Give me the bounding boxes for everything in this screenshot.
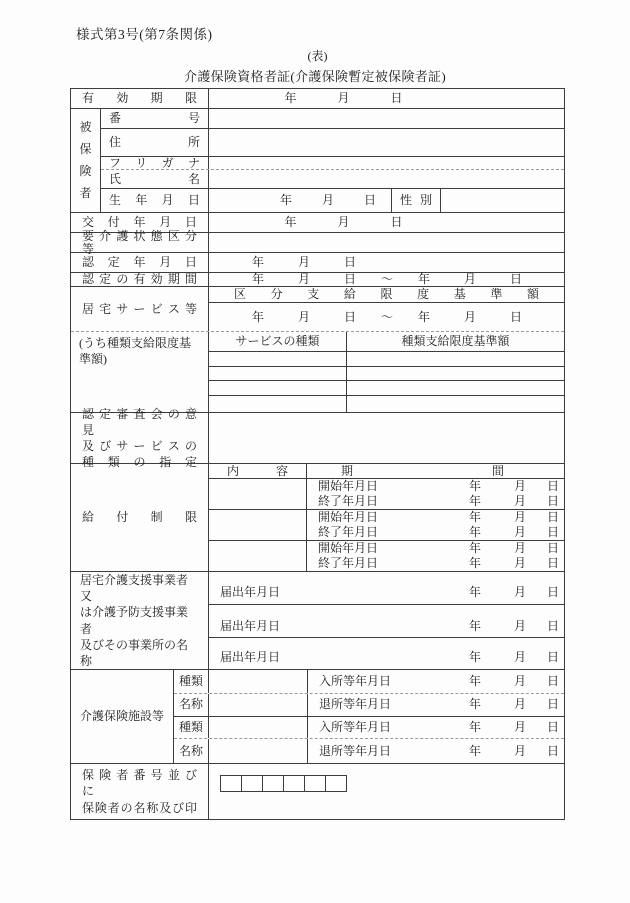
insured-vertical-label <box>71 109 101 212</box>
facility-type-label: 種類 <box>178 674 203 689</box>
month-label: 月 <box>513 720 526 735</box>
valid-until-label-cell <box>71 89 209 108</box>
certification-period-label: 認 定 の 有 効 期 間 <box>82 272 197 287</box>
benefit-content-header-cell <box>209 464 307 478</box>
type-limit-label-line2: 準額) <box>79 352 107 367</box>
row-valid-until <box>71 89 564 109</box>
year-label: 年 <box>251 255 264 270</box>
facility-admission-cell <box>308 717 564 739</box>
agency-label-line3: 及びその事業所の名称 <box>80 637 189 668</box>
facility-admission-row <box>308 720 564 735</box>
issue-date <box>209 216 564 229</box>
end-date-label: 終了年月日 <box>318 525 379 540</box>
committee-label-line1: 認 定 審 査 会 の 意 見 <box>82 406 197 437</box>
month-label: 月 <box>321 193 334 208</box>
certification-period-value <box>209 273 564 286</box>
row-insurance-facility <box>71 670 564 764</box>
insurer-number-box <box>241 775 263 792</box>
facility-type-label-cell <box>174 670 209 693</box>
committee-opinion-label-cell <box>71 406 209 470</box>
month-label: 月 <box>513 494 526 509</box>
benefit-end-row <box>307 494 564 509</box>
year-label: 年 <box>468 674 481 689</box>
insured-birth-date <box>209 194 391 207</box>
benefit-period-header-cell <box>307 464 564 478</box>
issue-date-value <box>209 213 564 232</box>
day-label: 日 <box>343 272 356 287</box>
insurer-number-boxes <box>220 775 564 792</box>
day-label: 日 <box>343 255 356 270</box>
support-agency-content <box>209 572 564 669</box>
facility-type-value <box>209 670 308 693</box>
row-insured-block <box>71 109 564 213</box>
month-label: 月 <box>513 525 526 540</box>
care-level-label-cell <box>71 228 209 256</box>
row-insurer <box>71 764 564 819</box>
facility-admission-cell <box>308 670 564 693</box>
service-type-header: サービスの種類 <box>235 334 320 349</box>
insurer-number-box <box>304 775 326 792</box>
insured-rows <box>101 109 564 212</box>
facility-discharge-cell <box>308 694 564 716</box>
range-separator: ～ <box>380 272 393 287</box>
insured-address-label-cell <box>101 129 209 157</box>
year-label: 年 <box>468 556 481 571</box>
facility-label-cell <box>71 670 174 763</box>
facility-type-row <box>174 717 564 740</box>
insured-birth-label-cell <box>101 189 209 212</box>
insurer-number-box <box>283 775 305 792</box>
start-date-label: 開始年月日 <box>318 479 379 494</box>
benefit-start-row <box>307 541 564 556</box>
month-label: 月 <box>513 479 526 494</box>
facility-type-value <box>209 717 308 739</box>
day-label: 日 <box>546 584 559 599</box>
certification-period-label-cell <box>71 273 209 286</box>
month-label: 月 <box>297 255 310 270</box>
year-label: 年 <box>468 525 481 540</box>
benefit-period-cell <box>307 510 564 540</box>
service-type-header-cell <box>209 332 347 351</box>
facility-admission-row <box>308 674 564 689</box>
benefit-end-row <box>307 525 564 540</box>
insured-address-label: 住 所 <box>109 135 200 150</box>
valid-until-date <box>209 92 564 105</box>
month-label: 月 <box>513 618 526 633</box>
year-label: 年 <box>468 541 481 556</box>
day-label: 日 <box>390 91 403 106</box>
start-date-label: 開始年月日 <box>318 510 379 525</box>
home-service-content <box>209 287 564 331</box>
benefit-content-cell <box>209 510 307 540</box>
service-type-cell <box>209 367 347 381</box>
agency-entry-row <box>209 605 564 639</box>
year-label: 年 <box>251 309 264 324</box>
facility-name-label: 名称 <box>178 697 203 712</box>
certification-date-label-cell <box>71 253 209 272</box>
facility-name-label: 名称 <box>178 743 203 758</box>
certification-date-label: 認 定 年 月 日 <box>82 255 197 270</box>
agency-label-line1: 居宅介護支援事業者又 <box>80 572 189 604</box>
benefit-period-cell <box>307 541 564 571</box>
benefit-group-1 <box>209 479 564 510</box>
row-insured-furigana <box>101 157 564 170</box>
day-label: 日 <box>546 541 559 556</box>
insurer-label-cell <box>71 764 209 819</box>
insured-char-2: 保 <box>79 142 92 157</box>
day-label: 日 <box>546 650 559 665</box>
type-limit-label-line1: (うち種類支給限度基 <box>79 336 191 350</box>
facility-name-row <box>174 694 564 717</box>
form-table <box>70 88 565 820</box>
type-limit-amount-header-cell <box>347 332 564 351</box>
day-label: 日 <box>509 309 522 324</box>
agency-entry-row <box>209 638 564 669</box>
committee-label-line2: 及 び サ ー ビ ス の <box>82 439 197 453</box>
benefit-limitation-content <box>209 464 564 571</box>
valid-until-value <box>209 89 564 108</box>
month-label: 月 <box>463 309 476 324</box>
insurer-number-box <box>325 775 347 792</box>
day-label: 日 <box>546 494 559 509</box>
type-limit-empty-row <box>209 396 564 412</box>
year-label: 年 <box>279 193 292 208</box>
day-label: 日 <box>363 193 376 208</box>
insured-furigana-label-cell <box>101 157 209 169</box>
month-label: 月 <box>513 584 526 599</box>
notify-date-label: 届出年月日 <box>220 618 281 633</box>
insured-furigana-label: フ リ ガ ナ <box>109 156 200 171</box>
year-label: 年 <box>468 720 481 735</box>
insured-name-label-cell <box>101 170 209 188</box>
sex-label-cell <box>392 189 441 212</box>
discharge-date-label: 退所等年月日 <box>319 697 392 712</box>
benefit-group-2 <box>209 510 564 541</box>
year-label: 年 <box>468 618 481 633</box>
year-label: 年 <box>284 215 297 230</box>
agency-notify-row <box>209 618 564 633</box>
service-type-cell <box>209 381 347 395</box>
sex-value <box>441 189 564 212</box>
home-service-period-range <box>209 311 564 324</box>
facility-name-row <box>174 739 564 763</box>
type-limit-empty-row <box>209 352 564 367</box>
insurer-number-box <box>220 775 242 792</box>
service-type-cell <box>209 396 347 412</box>
facility-type-label: 種類 <box>178 720 203 735</box>
benefit-start-row <box>307 479 564 494</box>
home-service-limit-header: 区 分 支 給 限 度 基 準 額 <box>234 287 539 302</box>
home-service-label: 居 宅 サ ー ビ ス 等 <box>82 301 197 316</box>
facility-name-label-cell <box>174 739 209 763</box>
facility-name-value <box>209 694 308 716</box>
year-label: 年 <box>468 697 481 712</box>
row-insured-number <box>101 109 564 129</box>
certification-date-value <box>209 253 564 272</box>
start-date-label: 開始年月日 <box>318 541 379 556</box>
row-certification-date <box>71 253 564 273</box>
day-label: 日 <box>390 215 403 230</box>
service-type-cell <box>209 352 347 366</box>
benefit-content-cell <box>209 479 307 509</box>
committee-opinion-value <box>209 413 564 463</box>
year-label: 年 <box>468 650 481 665</box>
insured-furigana-value <box>209 157 564 169</box>
sex-label: 性 別 <box>400 193 432 208</box>
benefit-content-cell <box>209 541 307 571</box>
month-label: 月 <box>463 272 476 287</box>
month-label: 月 <box>513 650 526 665</box>
month-label: 月 <box>513 674 526 689</box>
month-label: 月 <box>513 743 526 758</box>
benefit-period-header <box>307 465 564 478</box>
year-label: 年 <box>468 479 481 494</box>
admission-date-label: 入所等年月日 <box>319 720 392 735</box>
valid-until-label: 有 効 期 限 <box>82 91 197 106</box>
insured-birth-label: 生 年 月 日 <box>109 193 200 208</box>
day-label: 日 <box>546 697 559 712</box>
care-level-label: 要 介 護 状 態 区 分 等 <box>82 228 197 256</box>
admission-date-label: 入所等年月日 <box>319 674 392 689</box>
day-label: 日 <box>509 272 522 287</box>
day-label: 日 <box>546 618 559 633</box>
home-service-label-cell <box>71 287 209 331</box>
notify-date-label: 届出年月日 <box>220 650 281 665</box>
row-insured-name <box>101 170 564 189</box>
insurer-content <box>209 764 564 819</box>
insured-number-label: 番 号 <box>109 111 200 126</box>
facility-discharge-cell <box>308 739 564 763</box>
type-limit-empty-row <box>209 381 564 396</box>
month-label: 月 <box>297 309 310 324</box>
type-limit-content <box>209 332 564 412</box>
form-number: 様式第3号(第7条関係) <box>76 27 213 42</box>
insured-number-value <box>209 109 564 128</box>
year-label: 年 <box>468 494 481 509</box>
facility-name-value <box>209 739 308 763</box>
home-service-limit-header-row <box>209 287 564 303</box>
year-label: 年 <box>251 272 264 287</box>
insured-name-label: 氏 名 <box>109 172 200 187</box>
insured-name-value <box>209 170 564 188</box>
facility-discharge-row <box>308 697 564 712</box>
insured-char-4: 者 <box>79 186 92 201</box>
month-label: 月 <box>513 556 526 571</box>
benefit-header-row <box>209 464 564 479</box>
month-label: 月 <box>513 541 526 556</box>
year-label: 年 <box>468 743 481 758</box>
discharge-date-label: 退所等年月日 <box>319 743 392 758</box>
care-level-value <box>209 233 564 252</box>
certification-period-range <box>209 273 564 286</box>
facility-content <box>174 670 564 763</box>
row-insured-birth <box>101 189 564 212</box>
insured-birth-value <box>209 189 392 212</box>
month-label: 月 <box>513 510 526 525</box>
range-separator: ～ <box>380 309 393 324</box>
amount-cell <box>347 396 564 412</box>
notify-date-label: 届出年月日 <box>220 584 281 599</box>
benefit-start-row <box>307 510 564 525</box>
issue-date-label: 交 付 年 月 日 <box>82 215 197 230</box>
facility-label: 介護保険施設等 <box>79 709 164 724</box>
day-label: 日 <box>546 720 559 735</box>
day-label: 日 <box>546 525 559 540</box>
day-label: 日 <box>546 556 559 571</box>
row-certification-period <box>71 273 564 287</box>
row-benefit-limitation <box>71 464 564 572</box>
row-home-service <box>71 287 564 332</box>
agency-notify-row <box>209 585 564 600</box>
facility-name-label-cell <box>174 694 209 716</box>
end-date-label: 終了年月日 <box>318 494 379 509</box>
end-date-label: 終了年月日 <box>318 556 379 571</box>
benefit-period-cell <box>307 479 564 509</box>
month-label: 月 <box>337 91 350 106</box>
type-limit-label-cell <box>71 332 209 412</box>
day-label: 日 <box>546 479 559 494</box>
agency-notify-row <box>209 650 564 665</box>
year-label: 年 <box>284 91 297 106</box>
insured-char-1: 被 <box>79 120 92 135</box>
month-label: 月 <box>337 215 350 230</box>
day-label: 日 <box>546 510 559 525</box>
benefit-limitation-label: 給 付 制 限 <box>82 510 197 525</box>
insured-char-3: 険 <box>79 164 92 179</box>
facility-type-row <box>174 670 564 694</box>
facility-type-label-cell <box>174 717 209 739</box>
page-title: 介護保険資格者証(介護保険暫定被保険者証) <box>184 69 446 84</box>
benefit-end-row <box>307 556 564 571</box>
insured-number-label-cell <box>101 109 209 128</box>
committee-label-line3: 種 類 の 指 定 <box>82 455 197 470</box>
year-label: 年 <box>468 584 481 599</box>
month-label: 月 <box>297 272 310 287</box>
period-header-left: 期 <box>341 463 421 478</box>
day-label: 日 <box>546 674 559 689</box>
benefit-limitation-label-cell <box>71 464 209 571</box>
insurer-label-line1: 保 険 者 番 号 並 び に <box>82 768 197 799</box>
home-service-period-row <box>209 303 564 331</box>
row-insured-address <box>101 129 564 158</box>
period-header-right: 間 <box>491 463 504 478</box>
benefit-group-3 <box>209 541 564 571</box>
year-label: 年 <box>468 510 481 525</box>
amount-cell <box>347 367 564 381</box>
year-label: 年 <box>417 272 430 287</box>
agency-entry-row <box>209 572 564 605</box>
support-agency-label-cell <box>71 572 209 669</box>
day-label: 日 <box>343 309 356 324</box>
insurer-label-line2: 保険者の名称及び印 <box>82 800 197 815</box>
row-type-limit <box>71 332 564 413</box>
year-label: 年 <box>417 309 430 324</box>
type-limit-amount-header: 種類支給限度基準額 <box>401 334 510 349</box>
type-limit-empty-row <box>209 367 564 382</box>
agency-label-line2: は介護予防支援事業者 <box>80 605 189 636</box>
amount-cell <box>347 381 564 395</box>
day-label: 日 <box>546 743 559 758</box>
type-limit-header-row <box>209 332 564 352</box>
side-label: (表) <box>307 49 328 63</box>
month-label: 月 <box>513 697 526 712</box>
row-support-agency <box>71 572 564 670</box>
row-care-level <box>71 228 564 256</box>
amount-cell <box>347 352 564 366</box>
insurer-number-box <box>262 775 284 792</box>
row-committee-opinion <box>71 406 564 470</box>
certification-date <box>209 256 564 269</box>
benefit-content-header: 内 容 <box>227 463 288 478</box>
facility-discharge-row <box>308 744 564 759</box>
insured-address-value <box>209 129 564 157</box>
